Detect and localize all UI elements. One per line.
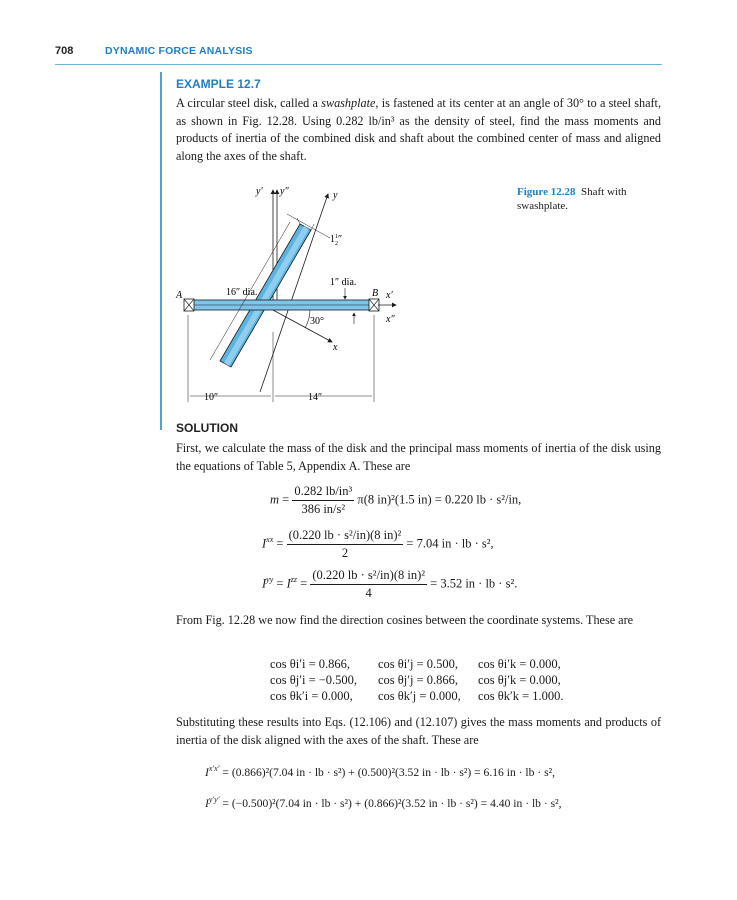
equation-iypyp: $I^{y'y'} = (-0.500)^2(7.04$ in · lb · s²) + (0.866)²(3.52 in · lb · s²) = 4.40 in · lb · s², (205, 795, 562, 810)
solution-intro: First, we calculate the mass of the disk and the principal mass moments of inertia of the disk using the equations of Table 5, Appendix A. These are (176, 441, 661, 473)
figure-caption (517, 185, 667, 213)
figure-caption-label: Figure 12.28 (517, 186, 576, 198)
label-x-dprime: x″ (386, 314, 395, 325)
page-number: 708 (55, 45, 74, 57)
term-swashplate: swashplate (321, 96, 376, 110)
cosine-row: cos θk′i = 0.000, cos θk′j = 0.000, cos θk′k = 1.000. (270, 689, 564, 703)
figure-caption-text: Shaft with swashplate. (517, 186, 627, 212)
label-x: x (333, 342, 338, 353)
figure-12-28 (170, 182, 410, 414)
label-y-prime: y′ (256, 186, 263, 197)
example-statement: A circular steel disk, called a swashplate, is fastened at its center at an angle of 30° to a steel shaft, as shown in Fig. 12.28. Using 0.282 lb/in³ as the density of steel, find the mass moments and products of inertia of the combined disk and shaft about the combined center of mass and aligned along the axes of the shaft. (176, 96, 661, 163)
label-thickness: $1^1$ 2″ (330, 234, 343, 247)
label-shaft-dia: 1″ dia. (330, 277, 357, 288)
label-dim-left: 10″ (204, 392, 219, 403)
example-title: EXAMPLE 12.7 (176, 77, 261, 91)
label-disk-dia: 16″ dia. (226, 287, 258, 298)
label-y-dprime: y″ (280, 186, 289, 197)
label-point-a: A (176, 290, 183, 301)
cosine-row: cos θi′i = 0.866, cos θi′j = 0.500, cos θi′k = 0.000, (270, 657, 561, 671)
solution-title: SOLUTION (176, 421, 238, 435)
label-dim-right: 14″ (308, 392, 323, 403)
label-point-b: B (372, 288, 379, 299)
label-x-prime: x′ (386, 290, 393, 301)
equation-iyy-izz: $I^{yy} = I^{zz}$ = $\frac{\text{(0.220 lb · s²/in)(8 in)²}}{4}$ = 3.52 in · lb · s². (262, 568, 518, 600)
cosine-row: cos θj′i = −0.500, cos θj′j = 0.866, cos θj′k = 0.000, (270, 673, 561, 687)
substitution-paragraph: Substituting these results into Eqs. (12.106) and (12.107) gives the mass moments and products of inertia of the disk aligned with the axes of the shaft. These are (176, 715, 661, 747)
direction-cosines-intro: From Fig. 12.28 we now find the direction cosines between the coordinate systems. These are (176, 613, 634, 627)
equation-ixx: $I^{xx}$ = $\frac{\text{(0.220 lb · s²/in)(8 in)²}}{2}$ = 7.04 in · lb · s², (262, 528, 494, 560)
running-header (55, 44, 662, 65)
equation-mass: m = $\frac{\text{0.282 lb/in³}}{\text{386 in/s²}}$ π(8 in)²(1.5 in) = 0.220 lb · s²/in, (270, 484, 522, 516)
label-angle: 30° (310, 316, 324, 327)
chapter-title: DYNAMIC FORCE ANALYSIS (105, 45, 253, 57)
example-sidebar-rule (160, 72, 162, 430)
equation-ixpxp: $I^{x'x'} = (0.866)^2(7.04$ in · lb · s²) + (0.500)²(3.52 in · lb · s²) = 6.16 in · lb · s², (205, 764, 555, 779)
direction-cosines-table (270, 656, 564, 704)
label-y: y (333, 190, 338, 201)
